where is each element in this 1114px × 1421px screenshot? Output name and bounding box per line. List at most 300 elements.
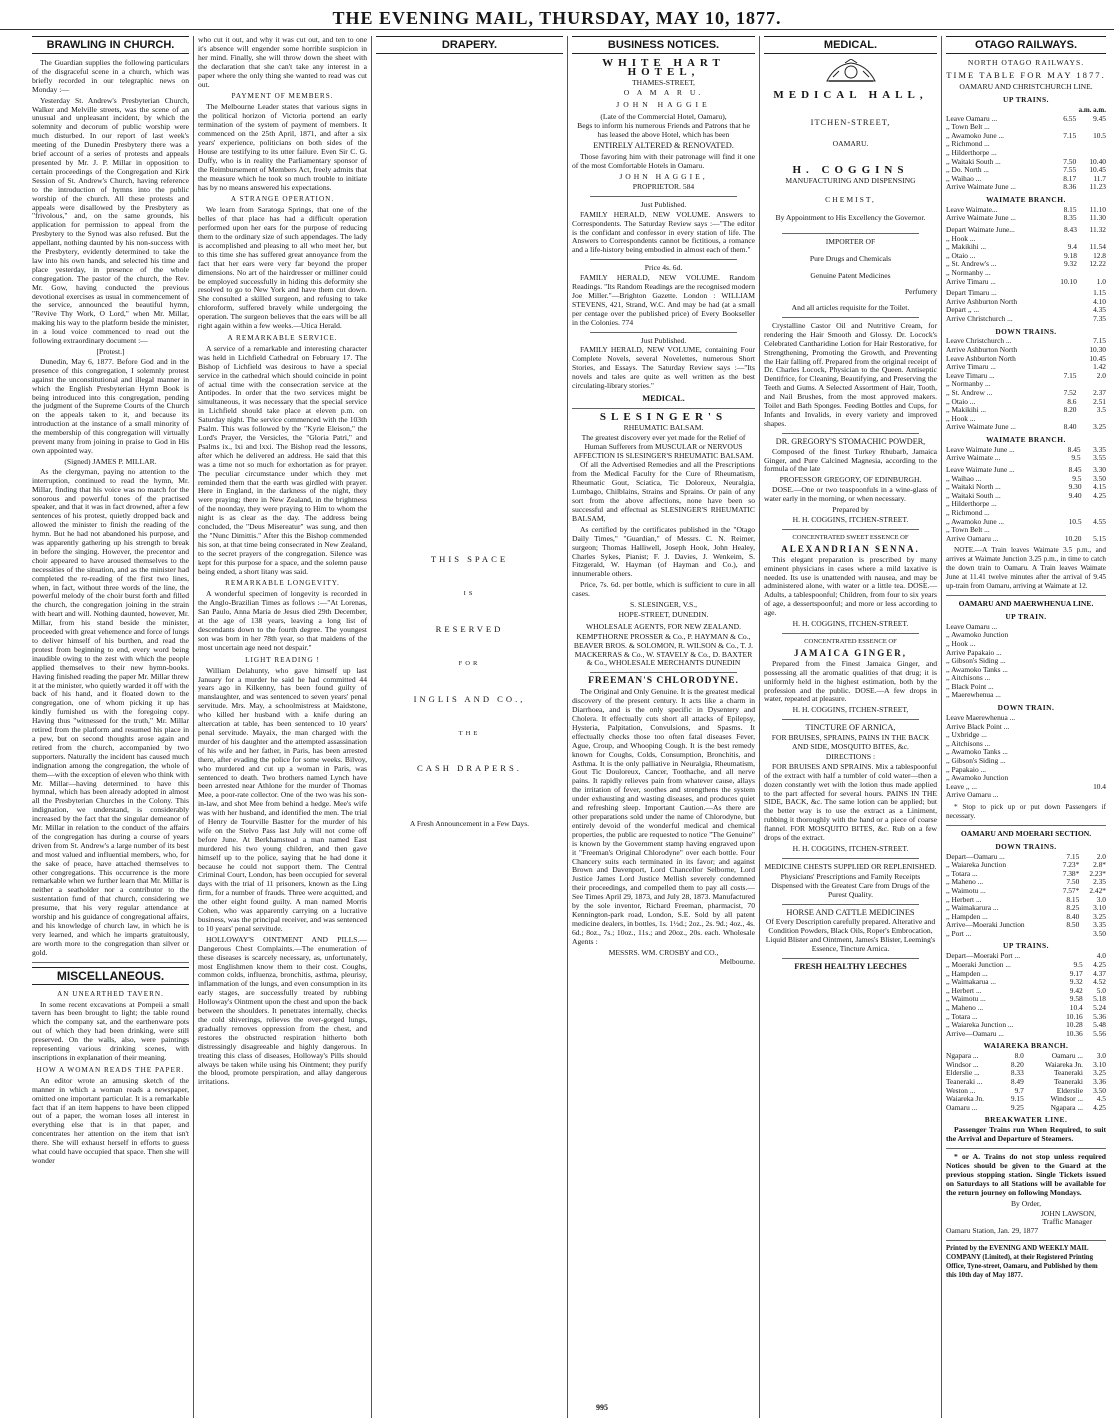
slesinger-body: Of all the Advertised Remedies and all the Prescriptions from the Medical Faculty for the Cure of Rheumatism, Rheumatic Gout, Sciatica, Tic Doloreux, Neuralgia, Lumbago, Chilblains, Strains and Sprains. Or pain of any sort from the above affections, none have been so successful and effectual as SLESINGER'S RHEUMATIC BALSAM, xyxy=(572,460,755,523)
departure-time: 7.55 xyxy=(1063,165,1077,175)
ad-white-hart xyxy=(572,59,755,192)
departure-time xyxy=(1076,731,1106,740)
departure-time: 12.8 xyxy=(1093,250,1106,260)
coggins-signature: H. H. COGGINS, ITCHEN-STREET. xyxy=(792,619,909,629)
article-paragraph: As the clergyman, paying no attention to the interruption, continued to read the hymn, Mr. Millar, finding that his voice was no match for the sonorous and powerful tones of the practised speaker, and that it was in fact drowned, after a few sentences of his protest, quietly dropped back and allowed the minister to finish the reading of the hymn. But he had not abandoned his purpose, and was apparently gathering up his strength to break in before the singing. However, the precentor and choir appeared to have aroused themselves to the necessities of the situation, and as the minister had completed the re-reading of the first two lines, when, in fact, without three words of the line, the powerful melody of the choir burst forth and filled the church, the congregation joining in the strain with heart and will. Nothing daunted, however, Mr. Millar, from his stand beside the minister, proceeded with great vehemence and force of lungs to deliver himself of his burthen, and read the protest from beginning to end, every word being inaudible owing to the zest with which the people applied themselves to their new hymn-books. Having finished reading the paper Mr. Millar threw it at the minister, who quietly warded it off with the back of his hand, and it floated down to the congregation, one of whom picking it up has kindly furnished us with the foregoing copy. Having thus "witnessed for the truth," Mr. Millar retired from the platform and resumed his place in a pew, but on second thoughts arose again and retired from the church, accompanied by two supporters. Naturally the incident has caused much indignation among the congregation, the whole of them—with the exception of eleven who think with Mr. Millar—having determined to have this hymnal, which has been already adopted in almost all the Presbyterian Churches in the Colony. This indignation, we understand, is considerably increased by the fact that the singular demeanor of Mr. Millar in relation to the conduct of the affairs of the congregation has during a course of years driven from St. Andrew's a large number of its best and most valued and influential members, who, for the sake of peace, have attached themselves to other congregations. This occurrence is the more remarkable when we further learn that Mr. Millar is neither a seatholder nor a contributor to the sustentation fund of that church, considering we presume, that his very regular attendance at worship and his guidance of congregational affairs, and his knowledge of church law, in which he is very learned, and which he imparts gratuitously, are worth more to the congregation than silver or gold. xyxy=(32,466,189,957)
departure-time: 3.10 xyxy=(1093,903,1106,913)
ginger-title: JAMAICA GINGER, xyxy=(793,647,907,658)
departure-time xyxy=(1053,930,1080,939)
heading-brawling: BRAWLING IN CHURCH. xyxy=(32,36,189,54)
departure-time: 4.52 xyxy=(1093,977,1106,987)
departure-time: 8.49 xyxy=(1010,1077,1024,1086)
departure-time: 8.15 xyxy=(1066,894,1080,904)
hotel-body: Begs to inform his numerous Friends and Patrons that he has leased the above Hotel, which has been xyxy=(577,121,750,140)
divider xyxy=(946,825,1106,826)
reserved-line: INGLIS AND CO., xyxy=(413,693,526,704)
departure-time: 8.40 xyxy=(1063,422,1077,432)
departure-time xyxy=(1052,140,1076,149)
departure-time: 8.20 xyxy=(1063,405,1077,415)
importer-line: Genuine Patent Medicines xyxy=(810,271,891,281)
importer-line: And all articles requisite for the Toilet. xyxy=(791,302,910,312)
departure-time: 7.38* xyxy=(1062,868,1080,878)
station-name: Arrive Waimate ... xyxy=(946,453,1001,463)
hotel-proprietor: PROPRIETOR. 584 xyxy=(632,181,695,191)
departure-time: 10.4 xyxy=(1069,1002,1083,1012)
station-name: ,, Waiareka Junction xyxy=(946,860,1007,870)
station-name: ,, Maheno ... xyxy=(946,877,984,887)
station-name: ,, Waiareka Junction ... xyxy=(946,1020,1014,1030)
column-brawling xyxy=(28,36,194,1418)
timetable xyxy=(946,115,1106,192)
ginger-body: Prepared from the Finest Jamaica Ginger, and possessing all the aromatic qualities of that drug; it is uniformly held in the highest estimation, both by the profession and the public. DOSE.—A few drops in water, repeated at pleasure. xyxy=(764,658,937,704)
departure-time: 4.15 xyxy=(1093,482,1106,492)
arnica-sub: FOR BRUISES, SPRAINS, PAINS IN THE BACK AND SIDE, MOSQUITO BITES, &c. xyxy=(771,733,930,752)
departure-time: 6.55 xyxy=(1063,113,1077,123)
departure-time: 3.5 xyxy=(1096,405,1106,415)
station-name: ,, Uxbridge ... xyxy=(946,730,987,740)
departure-time: 4.10 xyxy=(1093,296,1106,306)
departure-time: 2.0 xyxy=(1096,370,1106,380)
departure-time xyxy=(1076,766,1106,775)
importer-line: Perfumery xyxy=(904,287,937,297)
departure-time: 7.15 xyxy=(1093,336,1106,346)
departure-time: 3.55 xyxy=(1093,453,1106,463)
station-name: ,, Waimotu ... xyxy=(946,885,986,895)
prepared-by: Prepared by xyxy=(832,505,869,515)
coggins-signature: H. H. COGGINS, ITCHEN-STREET, xyxy=(792,705,909,715)
departure-time: 2.0 xyxy=(1096,851,1106,861)
departure-time: 10.10 xyxy=(1060,276,1077,286)
divider xyxy=(782,433,919,434)
station-name: Leave Ashburton North xyxy=(946,353,1016,363)
slesinger-address: HOPE-STREET, DUNEDIN. xyxy=(618,609,709,619)
departure-time xyxy=(1099,631,1106,640)
station-name: ,, Richmond ... xyxy=(946,508,990,517)
slesinger-agents: KEMPTHORNE PROSSER & Co., P. HAYMAN & Co., BEAVER BROS. & SOLOMON, R. WILSON & Co., T. J. MACKERRAS & Co., W. STAVELY & Co., D. BAXTER & Co., WHOLESALE MERCHANTS DUNEDIN xyxy=(573,631,754,668)
departure-time: 3.35 xyxy=(1093,444,1106,454)
divider xyxy=(782,633,919,634)
station-date: Oamaru Station, Jan. 29, 1877 xyxy=(946,1226,1039,1236)
departure-time: 3.0 xyxy=(1096,1051,1106,1061)
divider xyxy=(782,719,919,720)
station-name: ,, Waitaki North ... xyxy=(946,482,1001,492)
station-name: Arrive Ashburton North xyxy=(946,345,1018,354)
departure-time: 9.32 xyxy=(1063,259,1077,269)
hotel-favour: Those favoring him with their patronage will find it one of the most Comfortable Hotels in Oamaru. xyxy=(572,152,755,171)
station-name: ,, Papakaio ... xyxy=(946,764,987,774)
departure-time: 9.25 xyxy=(1010,1102,1024,1112)
departure-time: 11.10 xyxy=(1089,204,1106,214)
subheading-operation: A STRANGE OPERATION. xyxy=(230,195,335,204)
signature: (Signed) JAMES P. MILLAR. xyxy=(64,456,157,466)
departure-time: Teaneraki xyxy=(1053,1077,1083,1086)
station-name: ,, Totara ... xyxy=(946,1011,978,1021)
gregory-title: DR. GREGORY'S STOMACHIC POWDER, xyxy=(775,436,926,446)
up-trains: UP TRAINS. xyxy=(1003,941,1049,951)
manager-signature: JOHN LAWSON, xyxy=(1040,1208,1096,1218)
timetable-row xyxy=(946,535,1106,544)
departure-time: 9.42 xyxy=(1069,985,1083,995)
chlorodyne-town: Melbourne. xyxy=(719,957,755,967)
station-name: Weston ... xyxy=(946,1085,976,1095)
price-note: Price 4s. 6d. xyxy=(644,263,683,273)
timetable-row xyxy=(946,454,1106,463)
medical-hall-title: MEDICAL HALL, xyxy=(773,89,928,101)
departure-time xyxy=(1099,640,1106,649)
departure-time xyxy=(1076,791,1106,800)
departure-time: 8.20 xyxy=(1010,1059,1024,1069)
departure-time: 10.4 xyxy=(1093,781,1106,791)
departure-time: 2.42* xyxy=(1089,885,1106,895)
column-business xyxy=(568,36,760,1418)
departure-time: 9.18 xyxy=(1063,250,1077,260)
departure-time: 10.40 xyxy=(1089,156,1106,166)
senna-title: ALEXANDRIAN SENNA. xyxy=(781,543,920,554)
masthead: THE EVENING MAIL, THURSDAY, MAY 10, 1877. xyxy=(0,0,1114,30)
departure-time: 4.55 xyxy=(1093,516,1106,526)
slesinger-body: The greatest discovery ever yet made for the Relief of Human Sufferers from MUSCULAR or NERVOUS AFFECTION IS SLESINGER'S RHEUMATIC BALSAM. xyxy=(573,432,754,460)
horse-title: HORSE AND CATTLE MEDICINES xyxy=(786,907,915,917)
station-name: Depart Waimate June... xyxy=(946,224,1015,234)
departure-time: 3.35 xyxy=(1093,920,1106,930)
divider xyxy=(782,529,919,530)
departure-time: 5.15 xyxy=(1093,533,1106,543)
departure-time: 1.15 xyxy=(1093,288,1106,298)
timetable-row xyxy=(946,930,1106,939)
article-paragraph: Yesterday St. Andrew's Presbyterian Church, Walker and Melville streets, was the scene of an unusual and unpleasant incident, by which the solemnity and decorum of public worship were much disturbed. In our report of last week's meeting of the Dunedin Presbytery there was a brief account of a series of protests and appeals presented by Mr. J. P. Millar in opposition to certain proceedings of the Congregation and Kirk Session of St. Andrew's Church, having reference to the introduction of hymns into the public worship of the church. All these protests and appeals were disallowed by the Presbytery as "frivolous," and, on the same grounds, his application for permission to appeal from the Presbytery to the Synod was also refused. But the appellant, nothing daunted by his non-success with the Presbytery, evidently determined to take the law into his own hands, and selected his time and place yesterday, in presence of the whole congregation. The pastor of the church, the Rev. Mr. Gow, having conducted the previous devotional exercises as usual in commencement of the service, announced the beautiful hymn, "Revive Thy Work, O Lord," when Mr. Millar, making his way to the platform beside the minister, in a loud voice commenced to read out the following extraordinary document :— xyxy=(32,95,189,346)
station-name: ,, St. Andrew's ... xyxy=(946,259,997,269)
departure-time xyxy=(1053,337,1077,346)
station-name: ,, Hampden ... xyxy=(946,911,988,921)
divider xyxy=(590,332,737,333)
station-name: Ngapara ... xyxy=(946,1051,979,1061)
article-paragraph: A wonderful specimen of longevity is recorded in the Anglo-Brazilian Times as follows :—"At Lorenas, San Paulo, Anna Maria de Jesus died 29th December, at the age of 138 years, leaving a long list of descendants down to the fourth degree. The youngest son was born in her 78th year, so that maidens of the most uncertain age need not despair." xyxy=(198,589,367,652)
departure-time: 10.20 xyxy=(1064,533,1082,543)
subheading-woman: HOW A WOMAN READS THE PAPER. xyxy=(36,1065,185,1074)
departure-time xyxy=(1099,674,1106,683)
departure-time: 8.40 xyxy=(1066,911,1080,921)
station-name: ,, Aitchisons ... xyxy=(946,673,991,683)
departure-time xyxy=(1099,683,1106,692)
departure-time xyxy=(1082,500,1106,509)
divider xyxy=(782,958,919,959)
station-name: ,, Awamoko Tanks ... xyxy=(946,664,1008,674)
departure-time: 7.15 xyxy=(1063,370,1077,380)
coggins-name: H. COGGINS xyxy=(792,163,909,176)
departure-time: 9.7 xyxy=(1014,1085,1024,1095)
timetable xyxy=(946,623,1106,700)
heading-drapery: DRAPERY. xyxy=(376,36,563,54)
station-name: ,, Normanby ... xyxy=(946,267,991,277)
departure-time: 4.37 xyxy=(1093,968,1106,978)
station-name: ,, Awamoko Tanks ... xyxy=(946,747,1008,757)
timetable xyxy=(946,714,1106,800)
departure-time: 11.7 xyxy=(1093,173,1106,183)
divider xyxy=(782,233,919,234)
slesinger-body: As certified by the certificates published in the "Otago Daily Times," "Guardian," of Messrs. C. N. Reimer, surgeon; Thomas Halliwell, Joseph Hook, John Healey, Charles Sykes, Pianist; F. J. Davies, J. Wenkeim, S. Fitzgerald, W. Hayman (of Hayman and Co.), and innumerable others. xyxy=(572,524,755,579)
timetable-note: * Stop to pick up or put down Passengers if necessary. xyxy=(946,802,1106,820)
ad-family-herald: FAMILY HERALD, NEW VOLUME. Random Readings. "Its Random Readings are the recognised modern Joe Miller."—Brighton Gazette. London : WILLIAM STEVENS, 421, Strand, W.C. And may be had (at a small per centage over the published price) of Every Bookseller in the Colonies. 774 xyxy=(572,273,755,327)
subheading-service: A REMARKABLE SERVICE. xyxy=(227,334,338,342)
departure-time: 10.30 xyxy=(1089,345,1106,354)
departure-time: 7.23* xyxy=(1062,860,1080,870)
route-title: OAMARU AND CHRISTCHURCH LINE. xyxy=(959,81,1093,91)
timetable xyxy=(946,446,1106,463)
station-name: ,, Aitchisons ... xyxy=(946,738,991,748)
timetable xyxy=(946,853,1106,939)
station-name: Teaneraki ... xyxy=(946,1077,983,1086)
departure-time: 3.50 xyxy=(1093,473,1106,483)
station-name: ,, Gibson's Siding ... xyxy=(946,755,1006,765)
station-name: Arrive Ashburton North xyxy=(946,296,1018,306)
departure-time: 9.5 xyxy=(1071,453,1081,463)
station-name: Depart ,, ... xyxy=(946,305,980,315)
coggins-chemist: CHEMIST, xyxy=(825,194,876,204)
timetable xyxy=(946,226,1106,286)
station-name: ,, Town Belt ... xyxy=(946,122,990,132)
article-paragraph: A service of a remarkable and interesting character was held in Lichfield Cathedral on February 17. The Bishop of Lichfield was desirous to have a special service in the cathedral which should coincide in point of actual time with the consecration service at the Antipodes. In order that the two services might be simultaneous, it was necessary that the special service in Lichfield should take place at eleven p.m. on Saturday night. The service commenced with the 103th Psalm. This was followed by the "Kyrie Eleison," the Lord's Prayer, the Versicles, the "Gloria Patri," and Psalms ix., lxi and lxxi. The Bishop read the lessons, after which he delivered an address. He said that this was a time not so much for exhortation as for prayer. The peculiar circumstance under which they met reminded them that the earth was girdled with prayer. Here in England, in the darkness of the night, they were praying; there in New Zealand, in the brightness of the noonday, they were praying to Him to whom the night is as clear as the day. The address being concluded, the "Deus Misereatur" was sung, and then the "Nunc Dimittis." After this the Bishop commended his son, at that time being consecrated in New Zealand, to the secret prayers of the congregation. Silence was kept for this purpose for a space, and the solemn pause being ended, a short litany was said. xyxy=(198,343,367,576)
departure-time: 8.0 xyxy=(1014,1051,1024,1061)
branch-title: WAIAREKA BRANCH. xyxy=(983,1041,1069,1051)
subheading-tavern: AN UNEARTHED TAVERN. xyxy=(57,989,164,998)
departure-time: 8.36 xyxy=(1063,182,1077,192)
station-name: ,, Waimakarua ... xyxy=(946,977,996,987)
page-number: 995 xyxy=(596,1403,608,1412)
divider xyxy=(782,858,919,859)
departure-time: 9.5 xyxy=(1073,959,1083,969)
station-name: ,, Moeraki Junction ... xyxy=(946,959,1011,969)
timetable-row xyxy=(946,791,1106,800)
departure-time: 10.5 xyxy=(1068,516,1082,526)
departure-time: 4.0 xyxy=(1096,951,1106,961)
departure-time: 9.30 xyxy=(1068,482,1082,492)
protest-text: Dunedin, May 6, 1877. Before God and in the presence of this congregation, I solemnly protest against the unconstitutional and illegal manner in which the English Presbyterian Hymn Book is being introduced into this congregation, pending the judgment of the Supreme Courts of the Church on the appeals taken to it, and because its introduction at the instance of a small minority of the membership of this congregation will virtually prevent many from joining in praise to God in His own appointed way. xyxy=(32,356,189,455)
importer: IMPORTER OF xyxy=(825,237,876,247)
divider xyxy=(946,595,1106,596)
departure-time xyxy=(1076,140,1106,149)
departure-time: 9.5 xyxy=(1072,473,1082,483)
departure-time: 8.25 xyxy=(1066,903,1080,913)
heading-business: BUSINESS NOTICES. xyxy=(572,36,755,54)
station-name: ,, Richmond ... xyxy=(946,139,990,149)
departure-time: 4.25 xyxy=(1093,490,1106,500)
heading-miscellaneous: MISCELLANEOUS. xyxy=(32,967,189,985)
departure-time: 8.45 xyxy=(1067,444,1081,454)
goods-list: Crystalline Castor Oil and Nutritive Cream, for rendering the Hair Smooth and Glossy. Dr. Locock's Celebrated Cantharidine Lotion for Hair Restorative, for Strengthening, Promoting the Growth, and Preventing the Hair falling off. Prepared from the original receipt of Dr. Charles Locock, Physician to the Queen. Antiseptic Dentifrice, for Cleaning, Beautifying, and Preserving the Teeth and Gums. A Selected Assortment of Hair, Tooth, and Nail Brushes, from the most approved makers. Toilet and Bath Sponges. Feeding Bottles and Cups, for Infants and Invalids, in every variety and improved shapes. xyxy=(764,320,937,428)
station-name: ,, Hook ... xyxy=(946,638,976,648)
station-name: ,, Hilderthorpe ... xyxy=(946,147,997,157)
departure-time: 1.42 xyxy=(1093,362,1106,372)
down-trains: DOWN TRAINS. xyxy=(995,326,1057,336)
departure-time: 5.18 xyxy=(1093,994,1106,1004)
departure-time: 5.0 xyxy=(1096,985,1106,995)
horse-body: Of Every Description carefully prepared. Alterative and Condition Powders, Black Oils, Roper's Embrocation, Liquid Blister and Ointment, James's Blister, Leeming's Essence, Tincture Arnica. xyxy=(765,917,936,954)
railways-sub: NORTH OTAGO RAILWAYS. xyxy=(967,58,1085,67)
am-pm-header: a.m. a.m. xyxy=(1078,105,1106,114)
gregory-body: Composed of the finest Turkey Rhubarb, Jamaica Ginger, and Pure Calcined Magnesia, according to the formula of the late xyxy=(764,446,937,474)
column-medical xyxy=(760,36,942,1418)
article-paragraph: William Delahunty, who gave himself up last January for a murder he said he had committed 44 years ago in Kilkenny, has been found guilty of manslaughter, and was sentenced to seven years' penal servitude. Mrs. May, a schoolmistress at Maidstone, who killed her husband with a knife during an altercation at table, has been sentenced to 10 years' penal servitude. Mayaix, the man charged with the murder of his daughter and the attempted assassination of his wife and her father, in Paris, has been arrested there, after evading the police for some weeks. Bilvoy, who murdered and cut up a woman in Paris, was sentenced to death. Two brothers named Lynch have been arrested near Athlone for the murder of Thomas Mee, a poor-rate collector. One of the two was his son-in-law, and shot Mee from behind a hedge. Mee's wife was with her husband, and identified the men. The trial of Henry de Tourville Bastter for the murder of his wife on the Stelvo Pass last July will not come off before June. At Berkhamstead a man named East murdered his two young children, and then gave himself up to the police, saying that he had done it because he could not support them. The Central Criminal Court, London, has been occupied for several days with the trial of 11 prisoners, known as the Ling firm, for a number of frauds. Three were acquitted, and the other eight found guilty. A man named Morris Cohen, who was apparently carrying on a lucrative business, was the principal receiver, and was sentenced to 10 years' penal servitude. xyxy=(198,665,367,933)
gregory-prof: PROFESSOR GREGORY, OF EDINBURGH. xyxy=(779,475,922,485)
departure-time: 4.5 xyxy=(1096,1094,1106,1104)
divider xyxy=(590,259,737,260)
departure-time: 2.37 xyxy=(1093,387,1106,397)
departure-time: 2.51 xyxy=(1093,396,1106,406)
column-drapery xyxy=(372,36,568,1418)
timetable xyxy=(946,1052,1106,1112)
arnica-body: FOR BRUISES AND SPRAINS. Mix a tablespoonful of the extract with half a tumbler of cold water—then a dozen constantly wet with the lotion thus made applied to the part affected for several hours. PAINS IN THE SIDE, BACK, &c. The same lotion can be applied; but the better way is to use the extract as a Liniment, rubbing it thoroughly with the hand or a piece of coarse flannel. FOR MOSQUITO BITES, &c. Rub on a few drops of the extract. xyxy=(764,761,937,843)
departure-time: 3.0 xyxy=(1096,894,1106,904)
station-name: ,, Totara ... xyxy=(946,868,978,878)
departure-time: 3.50 xyxy=(1093,1085,1106,1095)
prescriptions: Physicians' Prescriptions and Family Receipts Dispensed with the Greatest Care from Drugs of the Purest Quality. xyxy=(771,871,930,899)
departure-time: 11.32 xyxy=(1089,224,1106,234)
departure-time: 7.57* xyxy=(1062,885,1080,895)
departure-time: 2.23* xyxy=(1089,868,1106,878)
departure-time: 8.43 xyxy=(1063,224,1077,234)
divider xyxy=(32,962,189,963)
departure-time xyxy=(1099,657,1106,666)
divider xyxy=(946,1148,1106,1149)
medical-hall-town: OAMARU. xyxy=(832,138,869,148)
station-name: Leave Waimate... xyxy=(946,204,998,214)
up-trains: UP TRAINS. xyxy=(1003,94,1049,104)
departure-time xyxy=(1099,691,1106,700)
station-name: Arrive Waimate June ... xyxy=(946,422,1016,432)
timetable-row xyxy=(946,423,1106,432)
departure-time xyxy=(1076,748,1106,757)
station-name: Arrive Papakaio ... xyxy=(946,647,1002,657)
departure-time: 7.15 xyxy=(1066,851,1080,861)
departure-time xyxy=(1053,355,1077,364)
article-paragraph: who cut it out, and why it was cut out, and ten to one it's absence will engender some horrible suspicion in her mind. Finally, she will throw down the sheet with the declaration that she can't take any interest in a paper where the only thing she wanted to read was cut out. xyxy=(198,36,367,89)
medical-hall-street: ITCHEN-STREET, xyxy=(810,117,891,127)
station-name: ,, Otaio ... xyxy=(946,250,976,260)
departure-time: 10.16 xyxy=(1066,1011,1083,1021)
station-name: Leave Waimate June ... xyxy=(946,444,1015,454)
hotel-owner: JOHN HAGGIE xyxy=(616,99,711,109)
timetable-row xyxy=(946,691,1106,700)
station-name: ,, Herbert ... xyxy=(946,985,982,995)
station-name: Arrive Christchurch ... xyxy=(946,313,1013,323)
medicine-chests: MEDICINE CHESTS SUPPLIED OR REPLENISHED. xyxy=(764,861,937,871)
departure-time: 7.52 xyxy=(1063,387,1077,397)
departure-time: Ngapara ... xyxy=(1050,1102,1083,1112)
article-paragraph: An editor wrote an amusing sketch of the manner in which a woman reads a newspaper, omitted one important particular. It is a remarkable fact that if an item happens to have been clipped out of a paper, the woman loses all interest in everything else that is in that paper, and concentrates her attention on the item that isn't there. She will exhaust herself in efforts to guess what could have occupied that space. Then she will wonder xyxy=(32,1075,189,1165)
departure-time: 3.25 xyxy=(1093,1068,1106,1078)
departure-time: 9.15 xyxy=(1010,1094,1024,1104)
departure-time: Windsor ... xyxy=(1050,1094,1083,1104)
departure-time: 10.28 xyxy=(1066,1020,1083,1030)
subheading-payment: PAYMENT OF MEMBERS. xyxy=(231,92,334,101)
arnica-directions: DIRECTIONS : xyxy=(825,751,876,761)
departure-time: 8.6 xyxy=(1067,396,1077,406)
breakwater-body: Passenger Trains run When Required, to suit the Arrival and Departure of Steamers. xyxy=(946,1125,1106,1144)
down-train: DOWN TRAIN. xyxy=(997,703,1055,713)
station-name: ,, Do. North ... xyxy=(946,165,989,175)
timetable xyxy=(946,466,1106,543)
announcement: A Fresh Announcement in a Few Days. xyxy=(409,819,530,829)
station-name: ,, Hook ... xyxy=(946,413,976,423)
departure-time xyxy=(1051,500,1081,509)
timetable xyxy=(946,289,1106,323)
station-name: Leave Oamaru ... xyxy=(946,621,998,631)
station-name: ,, Town Belt ... xyxy=(946,525,990,535)
station-name: ,, Normanby ... xyxy=(946,379,991,389)
protest-label: [Protest.] xyxy=(96,347,125,356)
station-name: ,, St. Andrew ... xyxy=(946,387,993,397)
breakwater-title: BREAKWATER LINE. xyxy=(984,1115,1068,1125)
timetable-row xyxy=(946,183,1106,192)
departure-time: 10.36 xyxy=(1066,1028,1083,1038)
departure-time: 7.35 xyxy=(1093,313,1106,323)
departure-time: 8.35 xyxy=(1063,213,1077,223)
divider xyxy=(946,1240,1106,1241)
departure-time: 3.36 xyxy=(1093,1077,1106,1086)
station-name: Leave Timaru ... xyxy=(946,370,995,380)
station-name: Arrive Black Point ... xyxy=(946,721,1010,731)
pub-note: Just Published. xyxy=(640,335,687,345)
slesinger-price: Price, 7s. 6d. per bottle, which is sufficient to cure in all cases. xyxy=(572,580,755,599)
departure-time: 3.10 xyxy=(1093,1059,1106,1069)
departure-time xyxy=(1053,346,1077,355)
hotel-late: (Late of the Commercial Hotel, Oamaru), xyxy=(600,111,727,121)
heading-medical: MEDICAL. xyxy=(764,36,937,54)
departure-time: 11.30 xyxy=(1089,213,1106,223)
station-name: Leave Waimate June ... xyxy=(946,465,1015,475)
printer-imprint: Printed by the EVENING AND WEEKLY MAIL COMPANY (Limited), at their Registered Printing Office, Tyne-street, Oamaru, and Published by them this 10th day of May 1877. xyxy=(946,1245,1098,1279)
departure-time: 10.5 xyxy=(1093,130,1106,140)
departure-time: 3.50 xyxy=(1093,928,1106,938)
departure-time: 10.45 xyxy=(1089,165,1106,175)
holloway-ad: HOLLOWAY'S OINTMENT AND PILLS.—Dangerous Chest Complaints.—The enumeration of these diseases is scarcely necessary, as, unfortunately, most Englishmen know them to their cost. Coughs, common colds, influenza, bronchitis, asthma, pleurisy, inflammation of the lungs, and even consumption in its early stages, are successfully treated by rubbing Holloway's Ointment upon the chest and upon the back between the shoulders. It penetrates internally, checks the cold shiverings, relieves the over-gorged lungs, gradually removes oppression from the chest, and restores the obstructed respiration hitherto both distressingly disagreeable and highly dangerous. In treating this class of diseases, Holloway's Pills should always be taken while using his Ointment; they purify the blood, promote perspiration, and allay dangerous irritations. xyxy=(198,934,367,1087)
departure-time: 9.45 xyxy=(1093,113,1106,123)
subheading-longevity: REMARKABLE LONGEVITY. xyxy=(225,579,340,588)
station-name: ,, Awamoko June ... xyxy=(946,516,1005,526)
station-name: ,, Gibson's Siding ... xyxy=(946,656,1006,666)
departure-time: 5.36 xyxy=(1093,1011,1106,1021)
subheading-light-reading: LIGHT READING ! xyxy=(245,655,320,664)
timetable-note: * or A. Trains do not stop unless required Notices should be given to the Guard at the previous stopping station. Single Tickets issued on Saturdays to all Stations will be available for the return journey on following Mondays. xyxy=(946,1152,1106,1197)
station-name: Depart Timaru ... xyxy=(946,288,997,298)
station-name: ,, Waihao ... xyxy=(946,473,982,483)
departure-time: 10.45 xyxy=(1089,353,1106,363)
gregory-dose: DOSE.—One or two teaspoonfuls in a wine-glass of water early in the morning, or when necessary. xyxy=(764,485,937,504)
heading-railways: OTAGO RAILWAYS. xyxy=(946,36,1106,54)
station-name: Leave Maerewhenua ... xyxy=(946,712,1016,722)
timetable-row xyxy=(946,1104,1106,1113)
station-name: Waiareka Jn. xyxy=(946,1094,984,1104)
station-name: ,, Makikihi ... xyxy=(946,405,987,415)
station-name: ,, Black Point ... xyxy=(946,681,994,691)
article-paragraph: We learn from Saratoga Springs, that one of the belles of that place has had a difficult operation performed upon her ears for the purpose of reducing them to the ordinary size of such appendages. The lady is accomplished and pleasing to all who meet her, but to this time she has suffered great annoyance from the fact that her ears were very far beyond the proper dimensions. No art of the hairdresser or milliner could be employed successfully in hiding this deformity she resolved to go to New York and have them cut down. She consulted a skilled surgeon, and refusing to take chloroform, suffered bravely while undergoing the operation. The surgeon believes that the ears will be all right again within a few weeks.—Utica Herald. xyxy=(198,205,367,331)
station-name: Arrive Waimate June ... xyxy=(946,213,1016,223)
manager-title: Traffic Manager xyxy=(1042,1217,1092,1227)
timetable-note: NOTE.—A Train leaves Waimate 3.5 p.m., and arrives at Waimate Junction 3.25 p.m., in time to catch the down train to Oamaru. A Train leaves Waimate June at 11.41 twelve minutes after the arrival of 9.45 up-train from Oamaru, arriving at Waimate at 12. xyxy=(946,546,1106,590)
pub-note: Just Published. xyxy=(640,199,687,209)
station-name: ,, Hampden ... xyxy=(946,968,988,978)
station-name: ,, Waitaki South ... xyxy=(946,156,1001,166)
article-paragraph: The Guardian supplies the following particulars of the disgraceful scene in a church, which was briefly recorded in our telegraphic news on Monday :— xyxy=(32,58,189,94)
timetable-row xyxy=(946,1030,1106,1039)
coggins-appointment: By Appointment to His Excellency the Governor. xyxy=(775,213,926,223)
departure-time: 12.22 xyxy=(1089,259,1106,269)
branch-title: WAIMATE BRANCH. xyxy=(986,194,1066,204)
senna-pre: CONCENTRATED SWEET ESSENCE OF xyxy=(792,533,909,541)
departure-time xyxy=(1099,623,1106,632)
station-name: Arrive Waimate June ... xyxy=(946,182,1016,192)
slesinger-signature: S. SLESINGER, V.S., xyxy=(629,600,698,610)
